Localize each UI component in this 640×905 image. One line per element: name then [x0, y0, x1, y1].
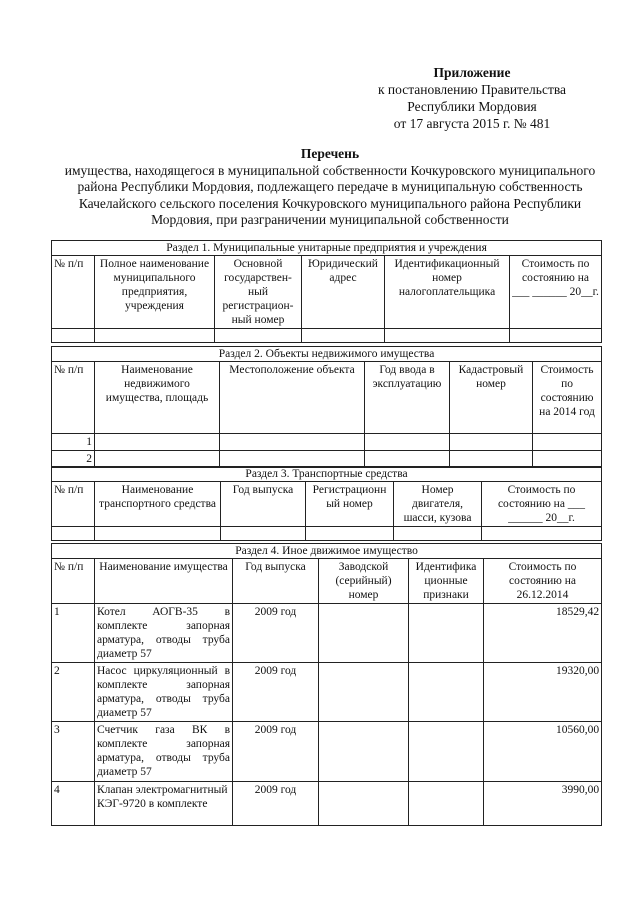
- s4-row-2-cost: 19320,00: [484, 663, 602, 722]
- section-2-table: [51, 346, 602, 468]
- s4-header-cost: Стоимость по состоянию на 26.12.2014: [484, 559, 602, 604]
- s3-header-name: Наименование транспортного средства: [95, 482, 221, 527]
- s4-row-3-year: 2009 год: [233, 722, 319, 782]
- s1-header-address: Юридический адрес: [302, 256, 385, 329]
- table-row: [52, 434, 602, 451]
- section-4-title: Раздел 4. Иное движимое имущество: [52, 544, 602, 559]
- s2-header-cost: Стоимость по состоянию на 2014 год: [533, 362, 602, 434]
- s4-row-4-cost: 3990,00: [484, 782, 602, 826]
- s4-row-2-serial: [319, 663, 409, 722]
- s4-header-ident: Идентифика ционные признаки: [409, 559, 484, 604]
- s3-header-num: № п/п: [52, 482, 95, 527]
- s2-header-location: Местоположение объекта: [220, 362, 365, 434]
- table-row: [52, 663, 602, 722]
- s4-header-name: Наименование имущества: [95, 559, 233, 604]
- s4-row-4-year: 2009 год: [233, 782, 319, 826]
- section-1-table: [51, 240, 602, 343]
- appendix-title: Приложение: [433, 65, 511, 80]
- s3-header-cost: Стоимость по состоянию на ___ ______ 20__г.: [482, 482, 602, 527]
- s2-header-num: № п/п: [52, 362, 95, 434]
- s1-header-name: Полное наименование муниципального предприятия, учреждения: [95, 256, 215, 329]
- s1-empty-row: [52, 329, 602, 343]
- s4-row-3-cost: 10560,00: [484, 722, 602, 782]
- table-row: [52, 604, 602, 663]
- table-row: [52, 722, 602, 782]
- s1-header-num: № п/п: [52, 256, 95, 329]
- table-row: [52, 782, 602, 826]
- s4-row-2-name: Насос циркуляционный в комплекте запорная арматура, отводы труба диаметр 57: [95, 663, 233, 722]
- s2-header-year: Год ввода в эксплуатацию: [365, 362, 450, 434]
- s4-row-1-ident: [409, 604, 484, 663]
- section-3-table: [51, 466, 602, 541]
- s4-row-1-num: 1: [52, 604, 95, 663]
- section-2-title: Раздел 2. Объекты недвижимого имущества: [52, 347, 602, 362]
- s4-header-num: № п/п: [52, 559, 95, 604]
- s4-header-year: Год выпуска: [233, 559, 319, 604]
- appendix-line-1: к постановлению Правительства: [377, 82, 567, 97]
- appendix-line-3: от 17 августа 2015 г. № 481: [393, 116, 551, 131]
- s4-row-4-ident: [409, 782, 484, 826]
- s4-row-3-serial: [319, 722, 409, 782]
- s4-row-2-year: 2009 год: [233, 663, 319, 722]
- s2-row-1-num: 1: [52, 434, 95, 451]
- s3-empty-row: [52, 527, 602, 541]
- s3-header-year: Год выпуска: [221, 482, 306, 527]
- s4-row-2-num: 2: [52, 663, 95, 722]
- s2-row-2-num: 2: [52, 451, 95, 468]
- s1-header-inn: Идентификационный номер налогоплательщика: [385, 256, 510, 329]
- s4-row-3-num: 3: [52, 722, 95, 782]
- section-3-title: Раздел 3. Транспортные средства: [52, 467, 602, 482]
- s4-row-4-serial: [319, 782, 409, 826]
- s4-row-3-ident: [409, 722, 484, 782]
- appendix-block: [372, 64, 572, 132]
- section-4-table: [51, 543, 602, 826]
- s2-header-name: Наименование недвижимого имущества, площадь: [95, 362, 220, 434]
- document-subtitle: имущества, находящегося в муниципальной собственности Кочкуровского муниципального района Республики Мордовия, подлежащего передаче в муниципальную собственность Качелайского сельского поселения Кочкуровского муниципального района Республики Мордовия, при разграничении муниципальной собственности: [64, 162, 596, 227]
- s4-row-4-num: 4: [52, 782, 95, 826]
- appendix-line-2: Республики Мордовия: [407, 99, 537, 114]
- s4-row-1-name: Котел АОГВ-35 в комплекте запорная арматура, отводы труба диаметр 57: [95, 604, 233, 663]
- table-row: [52, 451, 602, 468]
- document-heading: [60, 146, 600, 229]
- s4-row-3-name: Счетчик газа ВК в комплекте запорная арматура, отводы труба диаметр 57: [95, 722, 233, 782]
- s4-row-1-cost: 18529,42: [484, 604, 602, 663]
- s3-header-regnum: Регистрационн ый номер: [306, 482, 394, 527]
- section-1-title: Раздел 1. Муниципальные унитарные предприятия и учреждения: [52, 241, 602, 256]
- s3-header-engine: Номер двигателя, шасси, кузова: [394, 482, 482, 527]
- s4-row-2-ident: [409, 663, 484, 722]
- s2-header-cadastral: Кадастровый номер: [450, 362, 533, 434]
- s1-header-ogrn: Основной государствен-ный регистрацион-ный номер: [215, 256, 302, 329]
- s4-row-1-year: 2009 год: [233, 604, 319, 663]
- s4-row-1-serial: [319, 604, 409, 663]
- s4-row-4-name: Клапан электромагнитный КЭГ-9720 в комплекте: [95, 782, 233, 826]
- document-title: Перечень: [300, 146, 360, 161]
- s4-header-serial: Заводской (серийный) номер: [319, 559, 409, 604]
- s1-header-cost: Стоимость по состоянию на ___ ______ 20__г.: [510, 256, 602, 329]
